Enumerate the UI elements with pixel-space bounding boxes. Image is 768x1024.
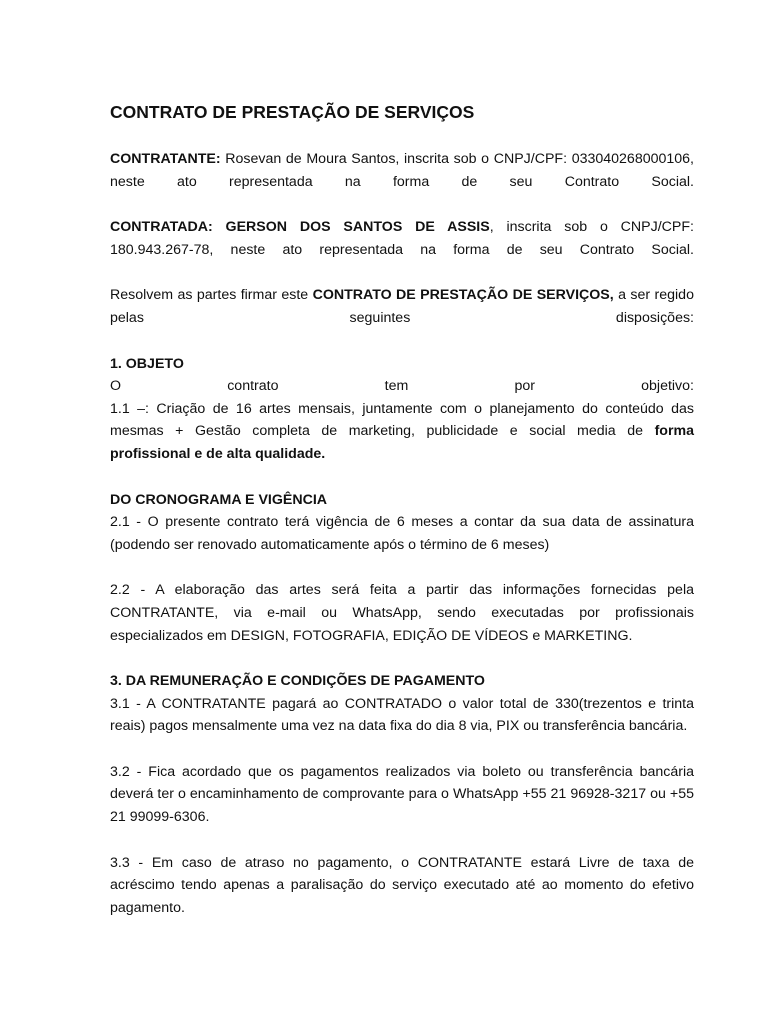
resolvem-pre: Resolvem as partes firmar este: [110, 287, 313, 304]
remuneracao-heading: 3. DA REMUNERAÇÃO E CONDIÇÕES DE PAGAMENTO: [110, 673, 485, 690]
objeto-section: [110, 353, 694, 466]
contratante-label: CONTRATANTE:: [110, 151, 221, 167]
resolvem-paragraph: [110, 284, 694, 329]
cronograma-item-2-1: 2.1 - O presente contrato terá vigência de 6 meses a contar da sua data de assinatura (podendo ser renovado automaticamente após o término de 6 meses): [110, 514, 694, 553]
document-title: CONTRATO DE PRESTAÇÃO DE SERVIÇOS: [110, 102, 475, 122]
remuneracao-item-3-3: 3.3 - Em caso de atraso no pagamento, o CONTRATANTE estará Livre de taxa de acréscimo tendo apenas a paralisação do serviço executado até ao momento do efetivo pagamento.: [110, 854, 694, 916]
cronograma-heading: DO CRONOGRAMA E VIGÊNCIA: [110, 491, 328, 508]
contratada-text: , inscrita sob o CNPJ/CPF: 180.943.267-78, neste ato representada na forma de seu Contrato Social.: [110, 219, 694, 258]
contratante-paragraph: [110, 148, 694, 193]
contratada-paragraph: [110, 216, 694, 261]
contratada-label: CONTRATADA: GERSON DOS SANTOS DE ASSIS: [110, 219, 490, 236]
objeto-heading: 1. OBJETO: [110, 355, 184, 372]
remuneracao-item-3-2: 3.2 - Fica acordado que os pagamentos realizados via boleto ou transferência bancária deverá ter o encaminhamento de comprovante para o WhatsApp +55 21 96928-3217 ou +55 21 99099-6306.: [110, 763, 694, 826]
cronograma-item-2-2: 2.2 - A elaboração das artes será feita a partir das informações fornecidas pela CONTRATANTE, via e-mail ou WhatsApp, sendo executadas por profissionais especializados em DESIGN, FOTOGRAFIA, EDIÇÃO DE VÍDEOS e MARKETING.: [110, 582, 694, 644]
objeto-item-text: 1.1 –: Criação de 16 artes mensais, juntamente com o planejamento do conteúdo das mesmas + Gestão completa de marketing, publicidade e social media de: [110, 400, 694, 440]
resolvem-post: a ser regido pelas seguintes disposições:: [110, 287, 694, 326]
objeto-item-bold: forma profissional e de alta qualidade.: [110, 423, 694, 462]
contratante-text: Rosevan de Moura Santos, inscrita sob o CNPJ/CPF: 033040268000106, neste ato representada na forma de seu Contrato Social.: [110, 151, 694, 190]
cronograma-section: [110, 489, 694, 557]
resolvem-bold: CONTRATO DE PRESTAÇÃO DE SERVIÇOS,: [312, 287, 614, 304]
document-page: [110, 100, 694, 942]
objeto-intro: O contrato tem por objetivo:: [110, 378, 694, 395]
remuneracao-section: [110, 670, 694, 738]
remuneracao-item-3-1: 3.1 - A CONTRATANTE pagará ao CONTRATADO o valor total de 330(trezentos e trinta reais) pagos mensalmente uma vez na data fixa do dia 8 via, PIX ou transferência bancária.: [110, 695, 694, 735]
objeto-item-1-1: [110, 398, 694, 466]
